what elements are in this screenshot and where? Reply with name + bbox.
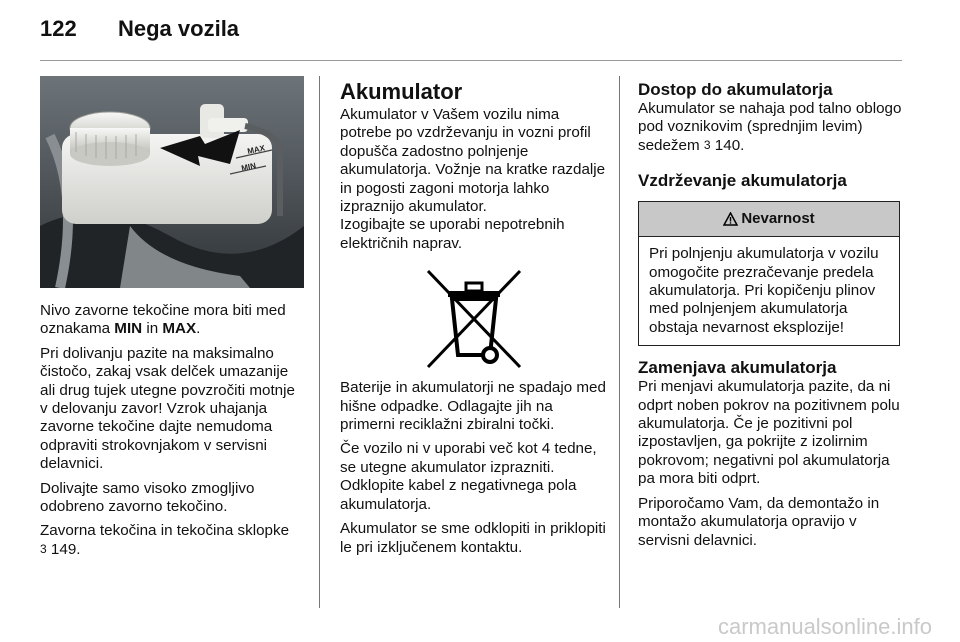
paragraph-disposal: Baterije in akumulatorji ne spadajo med hišne odpadke. Odlagajte jih na primerni reciklažni zbiralni točki. [340,379,606,434]
paragraph-approved-fluid: Dolivajte samo visoko zmogljivo odobreno zavorno tekočino. [40,479,255,516]
section-heading-battery: Akumulator [340,79,463,104]
paragraph-cleanliness: Pri dolivanju pazite na maksimalno čistočo, zakaj vsak delček umazanije ali drug tujek utegne povzročiti motnje v delovanju zavor! Vzrok uhajanja zavorne tekočine dajte nemudoma odpraviti strokovnjakom v servisni delavnici. [40,344,295,473]
watermark: carmanualsonline.info [717,614,932,639]
min-mark-label: MIN [240,161,257,173]
paragraph-replacement: Pri menjavi akumulatorja pazite, da ni odprt noben pokrov na pozitivnem polu akumulatorja. Če je pozitivni pol izpostavljen, ga pokrijte z izolirnim pokrovom; negativni pol akumulatorja pa mora biti odprt. [638,378,900,488]
paragraph-min-max: Nivo zavorne tekočine mora biti med oznakama MIN in MAX. [40,302,286,338]
warning-title: Nevarnost [741,210,815,228]
heading-battery-replacement: Zamenjava akumulatorja [638,358,837,378]
paragraph-fluid-reference: Zavorna tekočina in tekočina sklopke 3 149. [40,522,290,558]
paragraph-battery-maintenance: Akumulator v Vašem vozilu nima potrebe po vzdrževanju in vozni profil dopušča zadostno polnjenje akumulatorja. Vožnje na kratke razdalje in pogosti zagoni motorja lahko izpraznijo akumulator. [340,106,606,216]
brake-fluid-reservoir-photo [40,76,304,288]
page-ref-icon: 3 [40,541,47,556]
page-title: Nega vozila [118,16,240,41]
heading-battery-maintenance: Vzdrževanje akumulatorja [638,171,847,191]
column-1-text [40,302,306,565]
warning-triangle-icon [723,212,738,226]
page-ref-link[interactable]: 149. [50,540,81,558]
paragraph-unused-vehicle: Če vozilo ni v uporabi več kot 4 tedne, se utegne akumulator izprazniti. Odklopite kabel z negativnega pola akumulatorja. [340,440,597,513]
paragraph-avoid-devices: Izogibajte se uporabi nepotrebnih električnih naprav. [340,216,565,252]
page-number: 122 [40,16,77,41]
heading-battery-access: Dostop do akumulatorja [638,80,833,99]
page-ref-icon: 3 [703,137,711,152]
column-3 [638,80,904,556]
header-rule [40,60,902,61]
paragraph-recommendation: Priporočamo Vam, da demontažo in montažo akumulatorja opravijo v servisni delavnici. [638,494,880,549]
page-ref-link[interactable]: 140. [714,136,745,154]
crossed-bin-icon [422,267,526,371]
warning-text: Pri polnjenju akumulatorja v vozilu omogočite prezračevanje predela akumulatorja. Pri kopičenju plinov med polnjenjem akumulatorja obstaja nevarnost eksplozije! [649,245,879,336]
column-2 [340,80,608,563]
column-divider-2 [619,76,620,608]
max-mark-label: MAX [246,143,266,156]
column-divider-1 [319,76,320,608]
danger-warning-box [638,201,900,346]
warning-header [639,202,899,237]
paragraph-disconnect: Akumulator se sme odklopiti in priklopiti le pri izključenem kontaktu. [340,520,606,556]
paragraph-battery-location: Akumulator se nahaja pod talno oblogo pod voznikovim (sprednjim levim) sedežem 3 140. [638,100,902,154]
page-header [40,16,239,50]
